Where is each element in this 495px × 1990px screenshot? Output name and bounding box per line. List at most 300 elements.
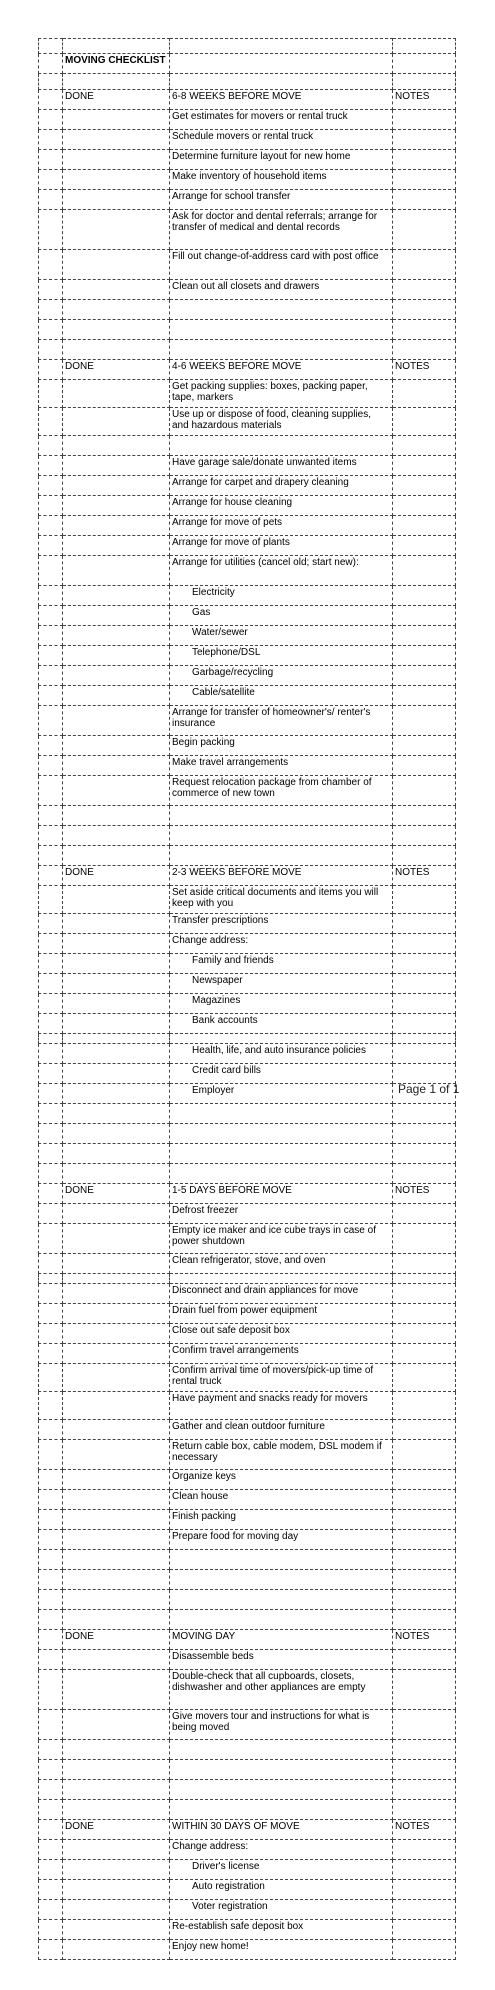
checklist-row xyxy=(38,170,456,190)
margin-cell xyxy=(38,1254,63,1274)
task-cell xyxy=(170,320,393,340)
task-cell xyxy=(170,300,393,320)
margin-cell xyxy=(38,586,63,606)
done-cell xyxy=(63,1420,170,1440)
notes-column-header: NOTES xyxy=(393,90,456,110)
task-label: Garbage/recycling xyxy=(170,666,393,686)
task-label: Drain fuel from power equipment xyxy=(170,1304,393,1324)
task-label: Get packing supplies: boxes, packing paper, tape, markers xyxy=(170,380,393,408)
margin-cell xyxy=(38,1470,63,1490)
margin-cell xyxy=(38,736,63,756)
done-cell xyxy=(63,38,170,54)
done-column-header: DONE xyxy=(63,1820,170,1840)
task-label: Schedule movers or rental truck xyxy=(170,130,393,150)
notes-cell xyxy=(393,1324,456,1344)
margin-cell xyxy=(38,934,63,954)
margin-cell xyxy=(38,806,63,826)
empty-row xyxy=(38,340,456,360)
checklist-row xyxy=(38,1014,456,1034)
margin-cell xyxy=(38,210,63,250)
checklist-row xyxy=(38,974,456,994)
task-cell xyxy=(170,826,393,846)
checklist-row xyxy=(38,1630,456,1650)
done-cell xyxy=(63,886,170,914)
done-cell xyxy=(63,586,170,606)
notes-cell xyxy=(393,1392,456,1420)
checklist-title: MOVING CHECKLIST xyxy=(63,54,170,74)
notes-cell xyxy=(393,1940,456,1960)
margin-cell xyxy=(38,320,63,340)
empty-row xyxy=(38,1740,456,1760)
empty-row xyxy=(38,1570,456,1590)
margin-cell xyxy=(38,756,63,776)
checklist-row xyxy=(38,556,456,586)
done-cell xyxy=(63,1144,170,1164)
section-heading: 6-8 WEEKS BEFORE MOVE xyxy=(170,90,393,110)
checklist-row xyxy=(38,666,456,686)
done-cell xyxy=(63,776,170,806)
checklist-row xyxy=(38,646,456,666)
done-cell xyxy=(63,736,170,756)
margin-cell xyxy=(38,1304,63,1324)
task-label: Finish packing xyxy=(170,1510,393,1530)
empty-row xyxy=(38,1550,456,1570)
margin-cell xyxy=(38,1164,63,1184)
margin-cell xyxy=(38,360,63,380)
notes-cell xyxy=(393,1800,456,1820)
done-cell xyxy=(63,1880,170,1900)
notes-cell xyxy=(393,1144,456,1164)
checklist-row xyxy=(38,1900,456,1920)
margin-cell xyxy=(38,914,63,934)
margin-cell xyxy=(38,408,63,436)
checklist-row xyxy=(38,756,456,776)
notes-cell xyxy=(393,408,456,436)
notes-cell xyxy=(393,340,456,360)
margin-cell xyxy=(38,886,63,914)
task-cell xyxy=(170,1034,393,1044)
notes-cell xyxy=(393,846,456,866)
margin-cell xyxy=(38,646,63,666)
done-cell xyxy=(63,626,170,646)
checklist-row xyxy=(38,934,456,954)
notes-cell xyxy=(393,1900,456,1920)
margin-cell xyxy=(38,1364,63,1392)
task-label: Gather and clean outdoor furniture xyxy=(170,1420,393,1440)
task-label: Make travel arrangements xyxy=(170,756,393,776)
done-cell xyxy=(63,1104,170,1124)
page-number: Page 1 of 1 xyxy=(398,1082,460,1096)
checklist-row xyxy=(38,776,456,806)
task-label: Close out safe deposit box xyxy=(170,1324,393,1344)
notes-cell xyxy=(393,320,456,340)
notes-cell xyxy=(393,646,456,666)
margin-cell xyxy=(38,1224,63,1254)
notes-cell xyxy=(393,626,456,646)
task-label: Arrange for house cleaning xyxy=(170,496,393,516)
notes-cell xyxy=(393,1284,456,1304)
done-cell xyxy=(63,1530,170,1550)
notes-column-header: NOTES xyxy=(393,360,456,380)
done-cell xyxy=(63,380,170,408)
done-cell xyxy=(63,1510,170,1530)
notes-cell xyxy=(393,300,456,320)
empty-row xyxy=(38,1164,456,1184)
checklist-row xyxy=(38,496,456,516)
checklist-row xyxy=(38,1940,456,1960)
task-label: Empty ice maker and ice cube trays in case of power shutdown xyxy=(170,1224,393,1254)
checklist-row xyxy=(38,1304,456,1324)
checklist-row xyxy=(38,1084,456,1104)
checklist-row xyxy=(38,954,456,974)
task-label: Prepare food for moving day xyxy=(170,1530,393,1550)
notes-cell xyxy=(393,954,456,974)
notes-cell xyxy=(393,1014,456,1034)
checklist-row xyxy=(38,1204,456,1224)
done-cell xyxy=(63,806,170,826)
notes-cell xyxy=(393,1124,456,1144)
done-cell xyxy=(63,666,170,686)
checklist-row xyxy=(38,1510,456,1530)
task-label: Arrange for move of pets xyxy=(170,516,393,536)
done-cell xyxy=(63,606,170,626)
empty-row xyxy=(38,320,456,340)
task-cell xyxy=(170,1780,393,1800)
done-cell xyxy=(63,686,170,706)
checklist-sheet xyxy=(38,38,456,1960)
notes-cell xyxy=(393,974,456,994)
margin-cell xyxy=(38,954,63,974)
checklist-row xyxy=(38,914,456,934)
checklist-row xyxy=(38,1344,456,1364)
done-cell xyxy=(63,826,170,846)
checklist-row xyxy=(38,150,456,170)
notes-cell xyxy=(393,686,456,706)
margin-cell xyxy=(38,1124,63,1144)
done-cell xyxy=(63,1064,170,1084)
done-column-header: DONE xyxy=(63,90,170,110)
margin-cell xyxy=(38,190,63,210)
checklist-row xyxy=(38,130,456,150)
done-cell xyxy=(63,300,170,320)
task-cell xyxy=(170,54,393,74)
task-cell xyxy=(170,846,393,866)
checklist-row xyxy=(38,1440,456,1470)
empty-row xyxy=(38,38,456,54)
task-label: Arrange for carpet and drapery cleaning xyxy=(170,476,393,496)
task-label: Electricity xyxy=(170,586,393,606)
checklist-row xyxy=(38,210,456,250)
checklist-row xyxy=(38,250,456,280)
margin-cell xyxy=(38,826,63,846)
checklist-row xyxy=(38,1184,456,1204)
margin-cell xyxy=(38,1860,63,1880)
margin-cell xyxy=(38,380,63,408)
margin-cell xyxy=(38,1920,63,1940)
task-label: Have payment and snacks ready for movers xyxy=(170,1392,393,1420)
notes-cell xyxy=(393,536,456,556)
checklist-row xyxy=(38,736,456,756)
task-label: Disassemble beds xyxy=(170,1650,393,1670)
checklist-row xyxy=(38,1820,456,1840)
task-label: Cable/satellite xyxy=(170,686,393,706)
margin-cell xyxy=(38,170,63,190)
empty-row xyxy=(38,1034,456,1044)
task-label: Bank accounts xyxy=(170,1014,393,1034)
done-cell xyxy=(63,1014,170,1034)
margin-cell xyxy=(38,1650,63,1670)
checklist-row xyxy=(38,90,456,110)
task-label: Return cable box, cable modem, DSL modem if necessary xyxy=(170,1440,393,1470)
margin-cell xyxy=(38,54,63,74)
task-cell xyxy=(170,1550,393,1570)
margin-cell xyxy=(38,250,63,280)
done-column-header: DONE xyxy=(63,1184,170,1204)
checklist-row xyxy=(38,1420,456,1440)
notes-cell xyxy=(393,1610,456,1630)
task-label: Clean house xyxy=(170,1490,393,1510)
task-label: Disconnect and drain appliances for move xyxy=(170,1284,393,1304)
notes-cell xyxy=(393,556,456,586)
task-label: Clean out all closets and drawers xyxy=(170,280,393,300)
task-label: Enjoy new home! xyxy=(170,1940,393,1960)
notes-cell xyxy=(393,1860,456,1880)
checklist-row xyxy=(38,586,456,606)
margin-cell xyxy=(38,606,63,626)
margin-cell xyxy=(38,1780,63,1800)
notes-cell xyxy=(393,476,456,496)
done-cell xyxy=(63,436,170,456)
margin-cell xyxy=(38,1284,63,1304)
checklist-row xyxy=(38,606,456,626)
margin-cell xyxy=(38,1490,63,1510)
notes-column-header: NOTES xyxy=(393,1630,456,1650)
notes-cell xyxy=(393,994,456,1014)
margin-cell xyxy=(38,974,63,994)
task-label: Driver's license xyxy=(170,1860,393,1880)
done-cell xyxy=(63,110,170,130)
done-cell xyxy=(63,250,170,280)
task-label: Defrost freezer xyxy=(170,1204,393,1224)
task-label: Double-check that all cupboards, closets, dishwasher and other appliances are empty xyxy=(170,1670,393,1710)
section-heading: 1-5 DAYS BEFORE MOVE xyxy=(170,1184,393,1204)
margin-cell xyxy=(38,1550,63,1570)
done-cell xyxy=(63,1084,170,1104)
margin-cell xyxy=(38,666,63,686)
checklist-row xyxy=(38,626,456,646)
done-cell xyxy=(63,994,170,1014)
notes-cell xyxy=(393,1034,456,1044)
margin-cell xyxy=(38,1670,63,1710)
task-label: Ask for doctor and dental referrals; arrange for transfer of medical and dental records xyxy=(170,210,393,250)
task-label: Confirm travel arrangements xyxy=(170,1344,393,1364)
notes-cell xyxy=(393,706,456,736)
margin-cell xyxy=(38,1800,63,1820)
margin-cell xyxy=(38,1880,63,1900)
empty-row xyxy=(38,1124,456,1144)
task-label: Credit card bills xyxy=(170,1064,393,1084)
checklist-row xyxy=(38,1064,456,1084)
checklist-row xyxy=(38,1224,456,1254)
checklist-row xyxy=(38,408,456,436)
done-cell xyxy=(63,1900,170,1920)
notes-cell xyxy=(393,1840,456,1860)
margin-cell xyxy=(38,1760,63,1780)
margin-cell xyxy=(38,706,63,736)
margin-cell xyxy=(38,1840,63,1860)
notes-cell xyxy=(393,1760,456,1780)
notes-cell xyxy=(393,130,456,150)
done-cell xyxy=(63,1610,170,1630)
notes-cell xyxy=(393,826,456,846)
margin-cell xyxy=(38,496,63,516)
margin-cell xyxy=(38,1940,63,1960)
notes-cell xyxy=(393,1254,456,1274)
done-cell xyxy=(63,190,170,210)
done-cell xyxy=(63,1800,170,1820)
checklist-row xyxy=(38,1284,456,1304)
checklist-row xyxy=(38,1860,456,1880)
task-label: Arrange for utilities (cancel old; start new): xyxy=(170,556,393,586)
empty-row xyxy=(38,300,456,320)
done-cell xyxy=(63,1224,170,1254)
checklist-row xyxy=(38,994,456,1014)
task-label: Change address: xyxy=(170,934,393,954)
margin-cell xyxy=(38,38,63,54)
task-label: Change address: xyxy=(170,1840,393,1860)
checklist-row xyxy=(38,536,456,556)
done-cell xyxy=(63,320,170,340)
margin-cell xyxy=(38,74,63,90)
done-cell xyxy=(63,150,170,170)
task-cell xyxy=(170,436,393,456)
notes-cell xyxy=(393,1780,456,1800)
notes-cell xyxy=(393,1274,456,1284)
notes-cell xyxy=(393,456,456,476)
notes-cell xyxy=(393,380,456,408)
task-cell xyxy=(170,1760,393,1780)
empty-row xyxy=(38,1104,456,1124)
margin-cell xyxy=(38,1900,63,1920)
margin-cell xyxy=(38,476,63,496)
done-cell xyxy=(63,1860,170,1880)
notes-cell xyxy=(393,150,456,170)
margin-cell xyxy=(38,1610,63,1630)
task-label: Transfer prescriptions xyxy=(170,914,393,934)
task-label: Organize keys xyxy=(170,1470,393,1490)
margin-cell xyxy=(38,1440,63,1470)
task-label: Family and friends xyxy=(170,954,393,974)
done-cell xyxy=(63,408,170,436)
done-cell xyxy=(63,1204,170,1224)
done-cell xyxy=(63,1164,170,1184)
margin-cell xyxy=(38,1590,63,1610)
empty-row xyxy=(38,806,456,826)
task-label: Fill out change-of-address card with post office xyxy=(170,250,393,280)
notes-cell xyxy=(393,1104,456,1124)
done-cell xyxy=(63,756,170,776)
notes-cell xyxy=(393,1164,456,1184)
task-label: Water/sewer xyxy=(170,626,393,646)
empty-row xyxy=(38,826,456,846)
empty-row xyxy=(38,436,456,456)
task-label: Employer xyxy=(170,1084,393,1104)
done-cell xyxy=(63,1740,170,1760)
margin-cell xyxy=(38,1740,63,1760)
checklist-row xyxy=(38,1364,456,1392)
notes-cell xyxy=(393,886,456,914)
empty-row xyxy=(38,1274,456,1284)
margin-cell xyxy=(38,846,63,866)
done-cell xyxy=(63,1440,170,1470)
notes-cell xyxy=(393,914,456,934)
done-cell xyxy=(63,476,170,496)
checklist-row xyxy=(38,1710,456,1740)
done-cell xyxy=(63,1920,170,1940)
checklist-row xyxy=(38,110,456,130)
done-cell xyxy=(63,1760,170,1780)
notes-cell xyxy=(393,666,456,686)
done-cell xyxy=(63,516,170,536)
task-cell xyxy=(170,1610,393,1630)
done-cell xyxy=(63,1392,170,1420)
notes-column-header: NOTES xyxy=(393,866,456,886)
task-cell xyxy=(170,1570,393,1590)
task-cell xyxy=(170,1590,393,1610)
task-cell xyxy=(170,1740,393,1760)
checklist-row xyxy=(38,1044,456,1064)
margin-cell xyxy=(38,516,63,536)
done-cell xyxy=(63,340,170,360)
done-cell xyxy=(63,1344,170,1364)
notes-cell xyxy=(393,250,456,280)
done-cell xyxy=(63,974,170,994)
notes-cell xyxy=(393,516,456,536)
done-cell xyxy=(63,556,170,586)
checklist-row xyxy=(38,1840,456,1860)
task-label: Determine furniture layout for new home xyxy=(170,150,393,170)
notes-cell xyxy=(393,1064,456,1084)
notes-cell xyxy=(393,280,456,300)
margin-cell xyxy=(38,1324,63,1344)
margin-cell xyxy=(38,994,63,1014)
section-heading: 4-6 WEEKS BEFORE MOVE xyxy=(170,360,393,380)
done-cell xyxy=(63,1570,170,1590)
done-cell xyxy=(63,130,170,150)
margin-cell xyxy=(38,776,63,806)
empty-row xyxy=(38,1780,456,1800)
task-label: Have garage sale/donate unwanted items xyxy=(170,456,393,476)
checklist-row xyxy=(38,380,456,408)
done-cell xyxy=(63,74,170,90)
checklist-row xyxy=(38,1650,456,1670)
done-cell xyxy=(63,1670,170,1710)
empty-row xyxy=(38,1610,456,1630)
done-cell xyxy=(63,456,170,476)
notes-cell xyxy=(393,1590,456,1610)
notes-cell xyxy=(393,1550,456,1570)
section-heading: 2-3 WEEKS BEFORE MOVE xyxy=(170,866,393,886)
task-cell xyxy=(170,1104,393,1124)
margin-cell xyxy=(38,300,63,320)
notes-cell xyxy=(393,190,456,210)
checklist-row xyxy=(38,190,456,210)
done-cell xyxy=(63,914,170,934)
done-cell xyxy=(63,1780,170,1800)
done-cell xyxy=(63,1710,170,1740)
notes-cell xyxy=(393,586,456,606)
notes-cell xyxy=(393,1344,456,1364)
